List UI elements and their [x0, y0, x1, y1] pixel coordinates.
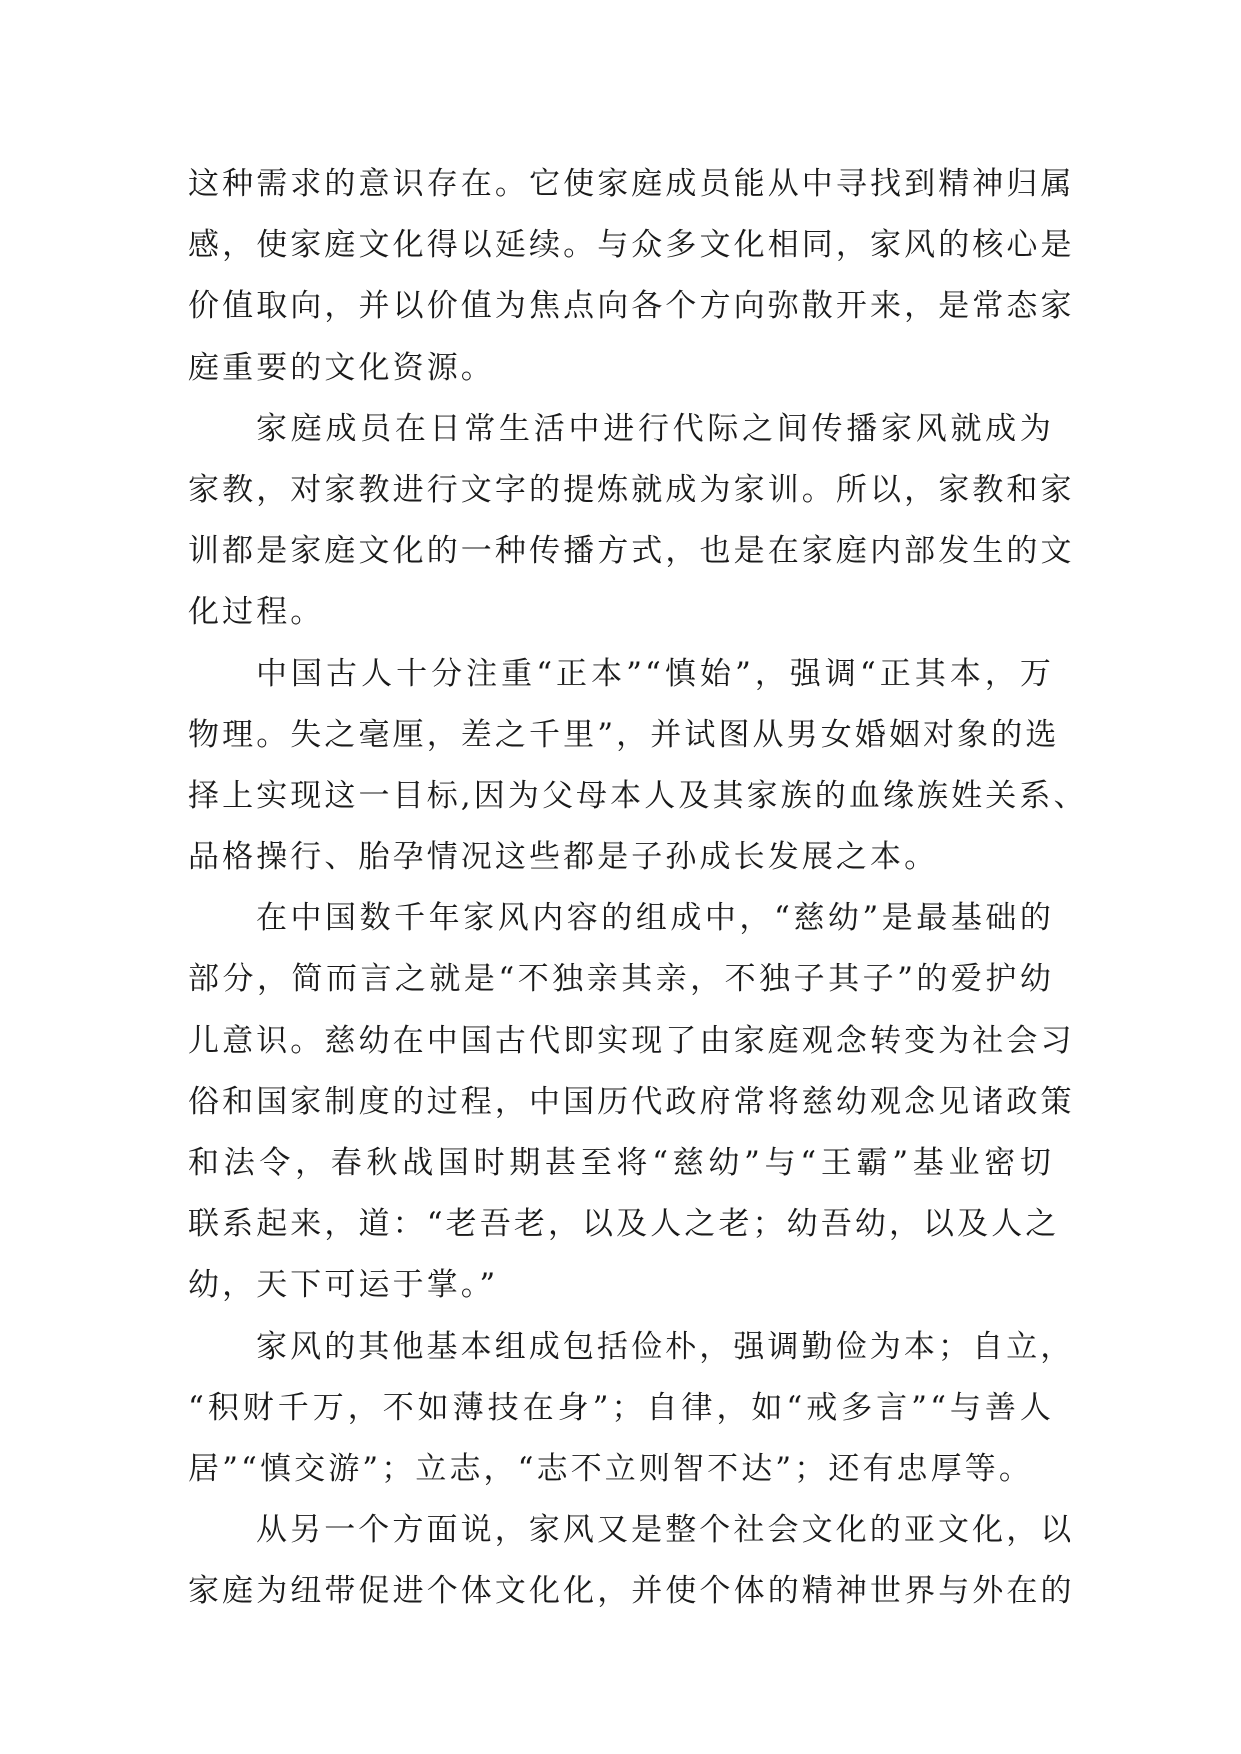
text-line: 幼，天下可运于掌。” — [188, 1267, 499, 1304]
text-line: 俗和国家制度的过程，中国历代政府常将慈幼观念见诸政策 — [188, 1083, 1075, 1120]
text-line: 家庭成员在日常生活中进行代际之间传播家风就成为 — [256, 410, 1054, 447]
text-line: 物理。失之毫厘，差之千里”，并试图从男女婚姻对象的选 — [188, 716, 1060, 753]
text-line: 家教，对家教进行文字的提炼就成为家训。所以，家教和家 — [188, 471, 1075, 508]
text-line: 庭重要的文化资源。 — [188, 349, 495, 386]
text-line: 和法令，春秋战国时期甚至将“慈幼”与“王霸”基业密切 — [188, 1145, 1054, 1181]
text-line: 居”“慎交游”；立志，“志不立则智不达”；还有忠厚等。 — [188, 1450, 1033, 1487]
text-line: 价值取向，并以价值为焦点向各个方向弥散开来，是常态家 — [188, 288, 1075, 325]
text-line: 联系起来，道：“老吾老，以及人之老；幼吾幼，以及人之 — [188, 1206, 1060, 1243]
text-line: 家风的其他基本组成包括俭朴，强调勤俭为本；自立， — [256, 1328, 1075, 1365]
text-line: 择上实现这一目标,因为父母本人及其家族的血缘族姓关系、 — [188, 777, 1088, 814]
text-line: 这种需求的意识存在。它使家庭成员能从中寻找到精神归属 — [188, 166, 1075, 202]
text-line: 从另一个方面说，家风又是整个社会文化的亚文化，以 — [256, 1512, 1075, 1549]
text-line: 感，使家庭文化得以延续。与众多文化相同，家风的核心是 — [188, 227, 1075, 264]
text-line: 儿意识。慈幼在中国古代即实现了由家庭观念转变为社会习 — [188, 1022, 1075, 1059]
text-line: 中国古人十分注重“正本”“慎始”，强调“正其本，万 — [256, 655, 1054, 692]
text-line: 在中国数千年家风内容的组成中，“慈幼”是最基础的 — [256, 900, 1054, 937]
text-line: 部分，简而言之就是“不独亲其亲，不独子其子”的爱护幼 — [188, 961, 1054, 998]
text-line: 训都是家庭文化的一种传播方式，也是在家庭内部发生的文 — [188, 533, 1075, 570]
text-line: 品格操行、胎孕情况这些都是子孙成长发展之本。 — [188, 839, 939, 876]
text-line: “积财千万，不如薄技在身”；自律，如“戒多言”“与善人 — [188, 1389, 1054, 1426]
document-body — [188, 154, 1088, 1623]
text-line: 化过程。 — [188, 594, 325, 631]
text-line: 家庭为纽带促进个体文化化，并使个体的精神世界与外在的 — [188, 1573, 1075, 1610]
